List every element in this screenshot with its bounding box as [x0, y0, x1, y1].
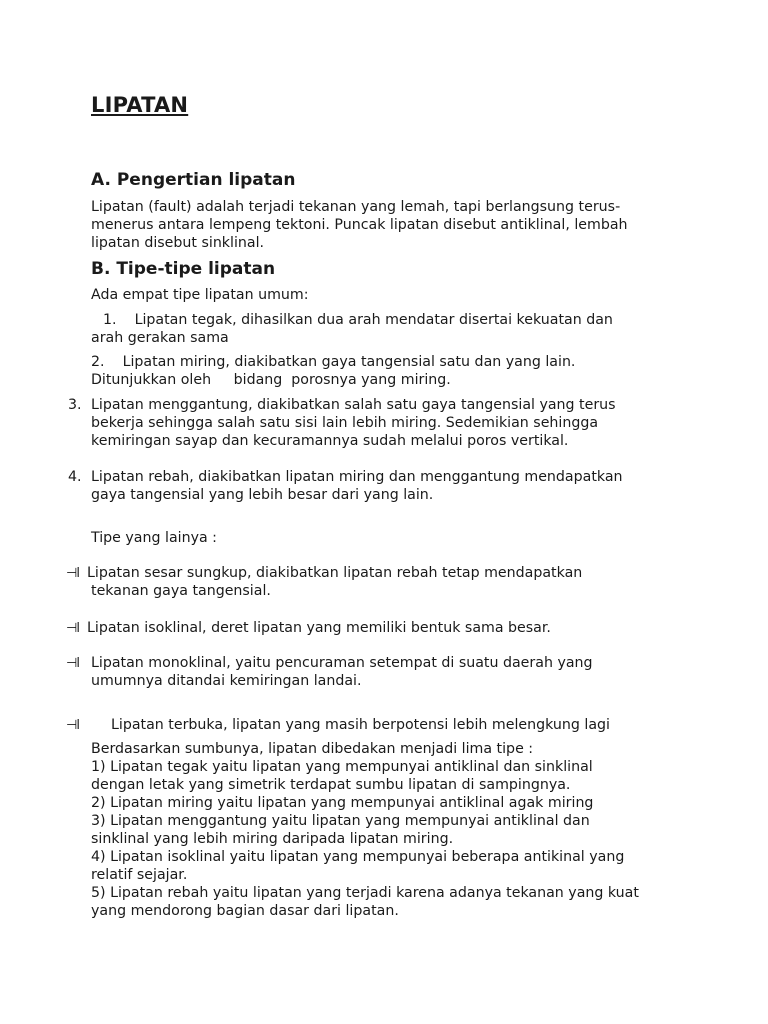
- section-a-line: Lipatan (fault) adalah terjadi tekanan yang lemah, tapi berlangsung terus-: [91, 199, 621, 215]
- axis-types-line: yang mendorong bagian dasar dari lipatan.: [91, 903, 399, 919]
- axis-types-line: 1) Lipatan tegak yaitu lipatan yang mempunyai antiklinal dan sinklinal: [91, 759, 593, 775]
- other-type-line: Lipatan monoklinal, yaitu pencuraman setempat di suatu daerah yang: [91, 655, 593, 671]
- bullet-arrow-icon: ⊣l: [66, 656, 79, 671]
- list-item-1-line: 1. Lipatan tegak, dihasilkan dua arah mendatar disertai kekuatan dan: [103, 312, 613, 328]
- list-item-2-line: Ditunjukkan oleh bidang porosnya yang miring.: [91, 372, 451, 388]
- list-item-3-line: bekerja sehingga salah satu sisi lain lebih miring. Sedemikian sehingga: [91, 415, 599, 431]
- other-type-line: Lipatan terbuka, lipatan yang masih berpotensi lebih melengkung lagi: [111, 717, 610, 733]
- other-type-line: Lipatan sesar sungkup, diakibatkan lipatan rebah tetap mendapatkan: [87, 565, 583, 581]
- section-a-line: lipatan disebut sinklinal.: [91, 235, 265, 251]
- other-types-heading: Tipe yang lainya :: [91, 530, 217, 546]
- list-item-4-line: Lipatan rebah, diakibatkan lipatan miring dan menggantung mendapatkan: [91, 469, 623, 485]
- list-item-3-line: Lipatan menggantung, diakibatkan salah satu gaya tangensial yang terus: [91, 397, 616, 413]
- axis-types-line: dengan letak yang simetrik terdapat sumbu lipatan di sampingnya.: [91, 777, 571, 793]
- section-b-heading: B. Tipe-tipe lipatan: [91, 259, 276, 279]
- axis-types-line: sinklinal yang lebih miring daripada lipatan miring.: [91, 831, 454, 847]
- bullet-arrow-icon: ⊣l: [66, 566, 79, 581]
- bullet-arrow-icon: ⊣l: [66, 718, 79, 733]
- list-item-3-line: kemiringan sayap dan kecuramannya sudah melalui poros vertikal.: [91, 433, 569, 449]
- other-type-line: tekanan gaya tangensial.: [91, 583, 271, 599]
- axis-types-line: 4) Lipatan isoklinal yaitu lipatan yang mempunyai beberapa antikinal yang: [91, 849, 625, 865]
- list-item-2-line: 2. Lipatan miring, diakibatkan gaya tangensial satu dan yang lain.: [91, 354, 576, 370]
- page-title: LIPATAN: [91, 93, 189, 117]
- section-b-intro: Ada empat tipe lipatan umum:: [91, 287, 309, 303]
- list-item-4-line: gaya tangensial yang lebih besar dari yang lain.: [91, 487, 434, 503]
- axis-types-line: 3) Lipatan menggantung yaitu lipatan yang mempunyai antiklinal dan: [91, 813, 590, 829]
- axis-types-line: Berdasarkan sumbunya, lipatan dibedakan menjadi lima tipe :: [91, 741, 534, 757]
- list-item-4-number: 4.: [68, 469, 82, 485]
- other-type-line: umumnya ditandai kemiringan landai.: [91, 673, 362, 689]
- axis-types-line: 2) Lipatan miring yaitu lipatan yang mempunyai antiklinal agak miring: [91, 795, 594, 811]
- bullet-arrow-icon: ⊣l: [66, 621, 79, 636]
- list-item-1-line: arah gerakan sama: [91, 330, 229, 346]
- list-item-3-number: 3.: [68, 397, 82, 413]
- axis-types-line: relatif sejajar.: [91, 867, 188, 883]
- other-type-line: Lipatan isoklinal, deret lipatan yang memiliki bentuk sama besar.: [87, 620, 551, 636]
- section-a-heading: A. Pengertian lipatan: [91, 170, 296, 190]
- section-a-line: menerus antara lempeng tektoni. Puncak lipatan disebut antiklinal, lembah: [91, 217, 628, 233]
- axis-types-line: 5) Lipatan rebah yaitu lipatan yang terjadi karena adanya tekanan yang kuat: [91, 885, 639, 901]
